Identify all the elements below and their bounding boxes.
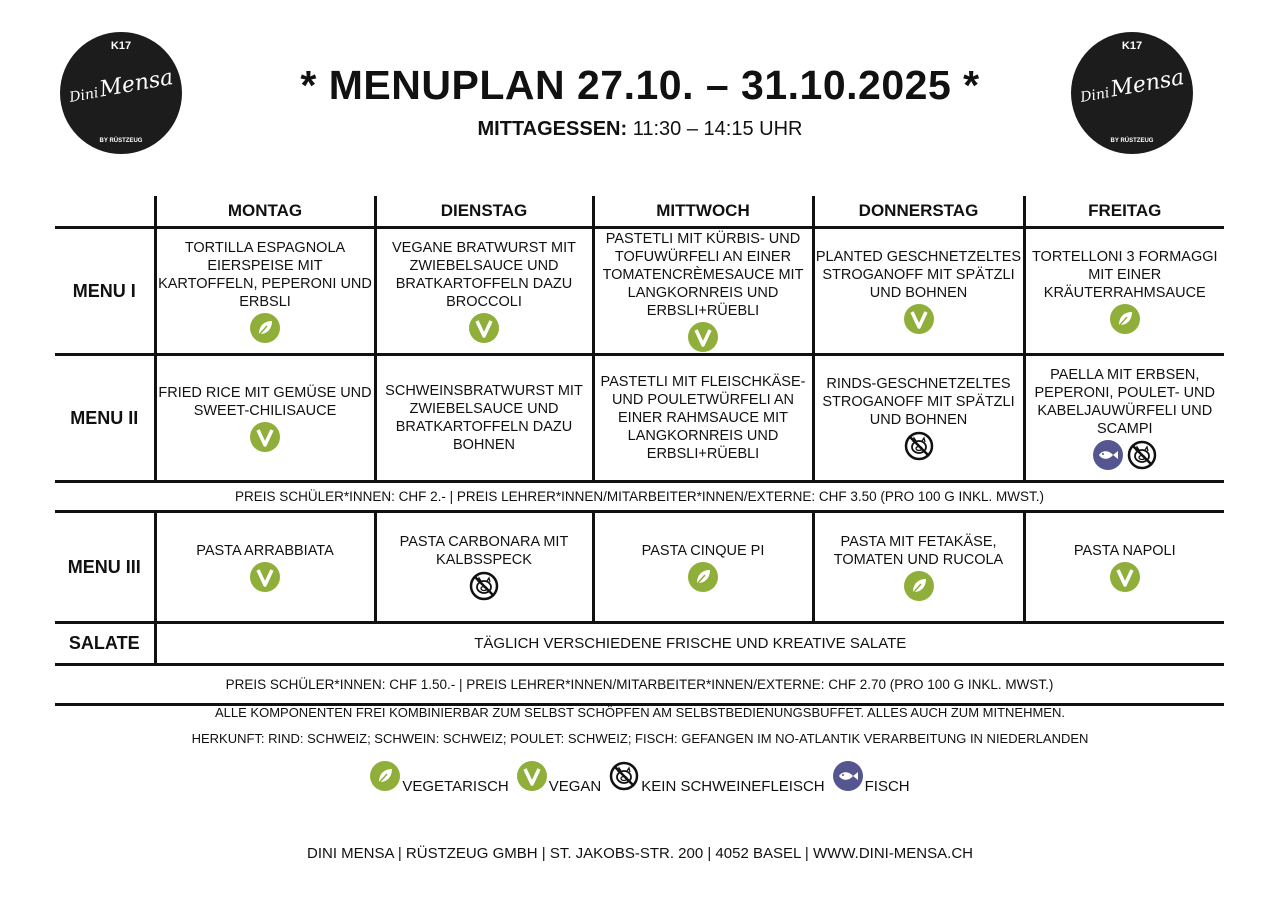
legend-item (609, 756, 824, 795)
dish-text: TORTELLONI 3 FORMAGGI MIT EINER KRÄUTERRAHMSAUCE (1031, 249, 1218, 301)
dish-text: PASTA MIT FETAKÄSE, TOMATEN UND RUCOLA (833, 534, 1004, 568)
footer: DINI MENSA | RÜSTZEUG GMBH | ST. JAKOBS-STR. 200 | 4052 BASEL | WWW.DINI-MENSA.CH (307, 845, 973, 862)
legend-item (833, 756, 910, 795)
vegan-icon (1110, 562, 1140, 592)
vegan-icon (904, 304, 934, 334)
salate-text: TÄGLICH VERSCHIEDENE FRISCHE UND KREATIVE SALATE (155, 623, 1224, 665)
menu-row (55, 512, 1224, 623)
subtitle-label: MITTAGESSEN: (477, 118, 628, 140)
vegan-icon (517, 761, 547, 791)
logo-brand-big: Mensa (1108, 65, 1187, 103)
legend-label: KEIN SCHWEINEFLEISCH (641, 778, 825, 795)
menu-cell (1024, 512, 1224, 623)
legend-label: FISCH (864, 778, 910, 795)
diet-icons (1026, 304, 1225, 334)
dish-text: SCHWEINSBRATWURST MIT ZWIEBELSAUCE UND BRATKARTOFFELN DAZU BOHNEN (385, 383, 583, 453)
menu-cell (1024, 228, 1224, 355)
logo-brand-small: Dini (68, 85, 100, 106)
vegetarian-icon (688, 562, 718, 592)
diet-icons (157, 562, 374, 592)
note-line-2: HERKUNFT: RIND: SCHWEIZ; SCHWEIN: SCHWEIZ; POULET: SCHWEIZ; FISCH: GEFANGEN IM NO-ATLANTIK VERARBEITUNG IN NIEDERLANDEN (191, 731, 1089, 746)
vegan-icon (250, 422, 280, 452)
menu-cell (1024, 355, 1224, 482)
logo-k17: K17 (1121, 40, 1143, 52)
dish-text: PASTETLI MIT FLEISCHKÄSE- UND POULETWÜRFELI AN EINER RAHMSAUCE MIT LANGKORNREIS UND ERBSLI+RÜEBLI (600, 374, 806, 462)
row-label: MENU III (55, 512, 155, 623)
dish-text: FRIED RICE MIT GEMÜSE UND SWEET-CHILISAUCE (158, 385, 372, 419)
menu-cell (593, 355, 813, 482)
menu-row (55, 355, 1224, 482)
diet-icons (157, 422, 374, 452)
vegan-icon (688, 322, 718, 352)
logo-k17: K17 (110, 40, 132, 52)
logo-by: BY RÜSTZEUG (1110, 138, 1154, 144)
vegetarian-icon (370, 761, 400, 791)
legend-label: VEGAN (548, 778, 602, 795)
dish-text: PLANTED GESCHNETZELTES STROGANOFF MIT SPÄTZLI UND BOHNEN (815, 249, 1022, 301)
diet-icons (377, 313, 592, 343)
no-pork-icon (609, 761, 639, 791)
diet-icons (595, 562, 812, 592)
fish-icon (1093, 440, 1123, 470)
menu-cell (155, 228, 375, 355)
subtitle-time: 11:30 – 14:15 UHR (632, 118, 803, 140)
subtitle (0, 118, 1280, 141)
diet-icons (815, 304, 1023, 334)
vegetarian-icon (1110, 304, 1140, 334)
dish-text: RINDS-GESCHNETZELTES STROGANOFF MIT SPÄTZLI UND BOHNEN (822, 376, 1015, 428)
day-header: MONTAG (155, 196, 375, 228)
menu-cell (813, 355, 1024, 482)
day-header-row (55, 196, 1224, 228)
menu-cell (155, 355, 375, 482)
diet-icons (157, 313, 374, 343)
diet-icons (1026, 562, 1225, 592)
dish-text: PAELLA MIT ERBSEN, PEPERONI, POULET- UND KABELJAUWÜRFELI UND SCAMPI (1034, 367, 1215, 437)
note-line-1: ALLE KOMPONENTEN FREI KOMBINIERBAR ZUM SELBST SCHÖPFEN AM SELBSTBEDIENUNGSBUFFET. ALLES AUCH ZUM MITNEHMEN. (215, 705, 1065, 720)
menu-cell (375, 228, 593, 355)
price-text: PREIS SCHÜLER*INNEN: CHF 1.50.- | PREIS LEHRER*INNEN/MITARBEITER*INNEN/EXTERNE: CHF 2.70 (PRO 100 G INKL. MWST.) (55, 665, 1224, 705)
dish-text: PASTA NAPOLI (1073, 543, 1176, 559)
logo-by: BY RÜSTZEUG (99, 138, 143, 144)
fish-icon (833, 761, 863, 791)
legend-label: VEGETARISCH (402, 778, 509, 795)
diet-icons (815, 431, 1023, 461)
salate-row (55, 623, 1224, 665)
menu-cell (593, 228, 813, 355)
diet-icons (377, 571, 592, 601)
day-header: DIENSTAG (375, 196, 593, 228)
logo-brand-small: Dini (1079, 85, 1111, 106)
dish-text: PASTA ARRABBIATA (196, 543, 334, 559)
diet-icons (1026, 440, 1225, 470)
menu-cell (813, 512, 1024, 623)
header-empty (55, 196, 155, 228)
menu-cell (375, 355, 593, 482)
price-row (55, 665, 1224, 705)
menu-cell (593, 512, 813, 623)
menu-cell (813, 228, 1024, 355)
price-row (55, 482, 1224, 512)
row-label: MENU II (55, 355, 155, 482)
menu-cell (375, 512, 593, 623)
vegetarian-icon (904, 571, 934, 601)
vegan-icon (469, 313, 499, 343)
vegan-icon (250, 562, 280, 592)
dish-text: PASTA CARBONARA MIT KALBSSPECK (399, 534, 569, 568)
day-header: DONNERSTAG (813, 196, 1024, 228)
dish-text: VEGANE BRATWURST MIT ZWIEBELSAUCE UND BRATKARTOFFELN DAZU BROCCOLI (392, 240, 576, 310)
dish-text: PASTETLI MIT KÜRBIS- UND TOFUWÜRFELI AN EINER TOMATENCRÈMESAUCE MIT LANGKORNREIS UND ERBSLI+RÜEBLI (602, 231, 804, 319)
page-title: * MENUPLAN 27.10. – 31.10.2025 * (300, 62, 980, 108)
vegetarian-icon (250, 313, 280, 343)
menu-cell (155, 512, 375, 623)
menu-table (55, 196, 1224, 706)
dish-text: TORTILLA ESPAGNOLA EIERSPEISE MIT KARTOFFELN, PEPERONI UND ERBSLI (158, 240, 372, 310)
day-header: MITTWOCH (593, 196, 813, 228)
row-label: SALATE (55, 623, 155, 665)
no-pork-icon (1127, 440, 1157, 470)
legend (0, 756, 1280, 795)
price-text: PREIS SCHÜLER*INNEN: CHF 2.- | PREIS LEHRER*INNEN/MITARBEITER*INNEN/EXTERNE: CHF 3.50 (PRO 100 G INKL. MWST.) (55, 482, 1224, 512)
diet-icons (815, 571, 1023, 601)
no-pork-icon (469, 571, 499, 601)
legend-item (370, 756, 508, 795)
no-pork-icon (904, 431, 934, 461)
logo-brand-big: Mensa (97, 65, 176, 103)
menu-row (55, 228, 1224, 355)
legend-item (517, 756, 602, 795)
dish-text: PASTA CINQUE PI (641, 543, 765, 559)
diet-icons (595, 322, 812, 352)
row-label: MENU I (55, 228, 155, 355)
day-header: FREITAG (1024, 196, 1224, 228)
